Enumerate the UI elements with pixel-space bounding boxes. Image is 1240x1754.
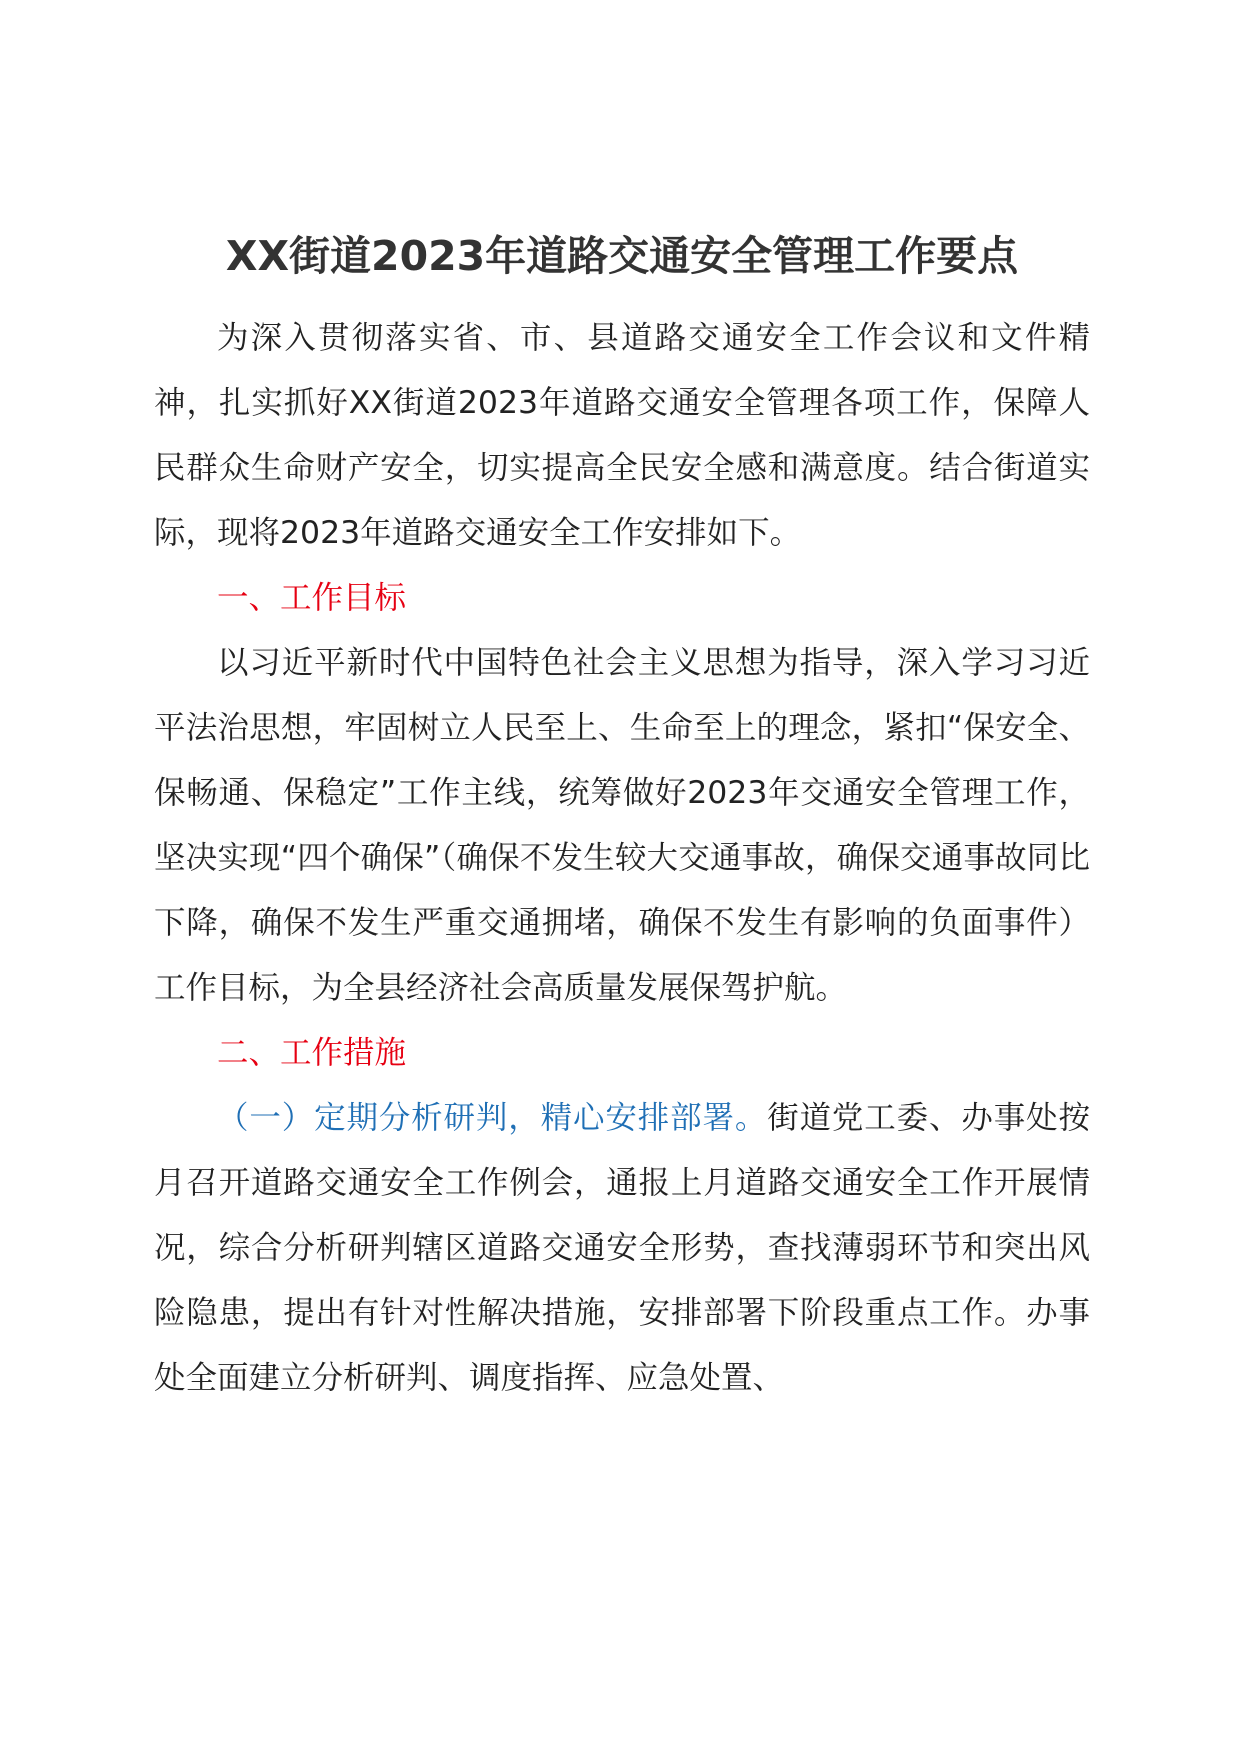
intro-paragraph: 为深入贯彻落实省、市、县道路交通安全工作会议和文件精神，扎实抓好XX街道2023年道路交通安全管理各项工作，保障人民群众生命财产安全，切实提高全民安全感和满意度。结合街道实际，现将2023年道路交通安全工作安排如下。 [154,320,1090,551]
document-title: XX街道2023年道路交通安全管理工作要点 [225,232,1019,280]
section-heading-goals: 一、工作目标 [217,580,407,616]
document-content [154,208,1090,1411]
goals-paragraph: 以习近平新时代中国特色社会主义思想为指导，深入学习习近平法治思想，牢固树立人民至上、生命至上的理念，紧扣“保安全、保畅通、保稳定”工作主线，统筹做好2023年交通安全管理工作，坚决实现“四个确保”（确保不发生较大交通事故，确保交通事故同比下降，确保不发生严重交通拥堵，确保不发生有影响的负面事件）工作目标，为全县经济社会高质量发展保驾护航。 [154,645,1090,1006]
section-heading-measures: 二、工作措施 [217,1035,407,1071]
measure-1-body: 街道党工委、办事处按月召开道路交通安全工作例会，通报上月道路交通安全工作开展情况，综合分析研判辖区道路交通安全形势，查找薄弱环节和突出风险隐患，提出有针对性解决措施，安排部署下阶段重点工作。办事处全面建立分析研判、调度指挥、应急处置、 [154,1100,1090,1396]
measure-1-heading: （一）定期分析研判，精心安排部署。 [217,1100,768,1136]
measure-1-paragraph [154,1086,1090,1411]
